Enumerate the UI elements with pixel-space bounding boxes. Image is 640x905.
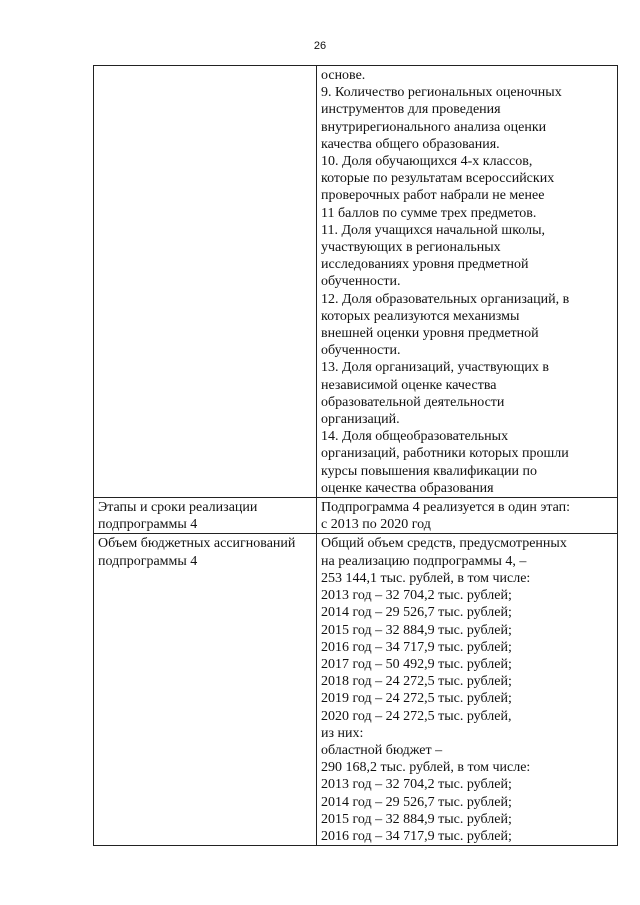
row-value-line: 2019 год – 24 272,5 тыс. рублей; <box>321 691 512 707</box>
row-value-line: 2014 год – 29 526,7 тыс. рублей; <box>321 605 512 621</box>
row-value-line: образовательной деятельности <box>321 394 505 410</box>
row-value-line: проверочных работ набрали не менее <box>321 188 545 204</box>
row-value-line: 2017 год – 50 492,9 тыс. рублей; <box>321 656 512 672</box>
row-value-line: 12. Доля образовательных организаций, в <box>321 291 570 307</box>
row-value-line: внешней оценки уровня предметной <box>321 326 539 342</box>
subprogram-passport-table <box>93 65 618 846</box>
row-value-line: Подпрограмма 4 реализуется в один этап: <box>321 500 571 516</box>
table-row <box>94 534 618 846</box>
row-value-line: организаций. <box>321 412 400 428</box>
row-value-line: основе. <box>321 68 366 83</box>
row-value-line: независимой оценке качества <box>321 377 497 393</box>
row-value-cell <box>317 498 618 534</box>
row-label-cell <box>94 498 317 534</box>
row-value-line: с 2013 по 2020 год <box>321 517 431 533</box>
row-value-line: 2013 год – 32 704,2 тыс. рублей; <box>321 588 512 604</box>
row-value-line: внутрирегионального анализа оценки <box>321 119 547 135</box>
table-row <box>94 66 618 498</box>
row-value-line: участвующих в региональных <box>321 240 501 256</box>
row-value-line: инструментов для проведения <box>321 102 501 118</box>
row-value-line: обученности. <box>321 343 401 359</box>
row-label-cell <box>94 66 317 498</box>
row-value-line: на реализацию подпрограммы 4, – <box>321 553 527 569</box>
row-value-line: областной бюджет – <box>321 742 443 758</box>
row-value-line: 2014 год – 29 526,7 тыс. рублей; <box>321 794 512 810</box>
row-value-line: 13. Доля организаций, участвующих в <box>321 360 550 376</box>
row-value-line: качества общего образования. <box>321 136 500 152</box>
row-value-line: 14. Доля общеобразовательных <box>321 429 509 445</box>
row-value-line: 2013 год – 32 704,2 тыс. рублей; <box>321 777 512 793</box>
row-value-line: из них: <box>321 725 364 741</box>
row-value-line: 9. Количество региональных оценочных <box>321 85 562 101</box>
row-label-line: Объем бюджетных ассигнований <box>98 536 296 552</box>
row-value-line: 253 144,1 тыс. рублей, в том числе: <box>321 570 531 586</box>
row-value-line: исследованиях уровня предметной <box>321 257 529 273</box>
row-value-cell <box>317 66 618 498</box>
page-number: 26 <box>313 40 327 52</box>
row-value-line: 2015 год – 32 884,9 тыс. рублей; <box>321 811 512 827</box>
row-value-line: 11. Доля учащихся начальной школы, <box>321 222 546 238</box>
row-value-line: 290 168,2 тыс. рублей, в том числе: <box>321 760 531 776</box>
row-label-line: подпрограммы 4 <box>98 517 198 533</box>
row-value-line: организаций, работники которых прошли <box>321 446 569 462</box>
row-value-line: 2020 год – 24 272,5 тыс. рублей, <box>321 708 512 724</box>
row-label-line: Этапы и сроки реализации <box>98 500 258 516</box>
row-value-line: оценке качества образования <box>321 480 494 496</box>
row-value-cell <box>317 534 618 846</box>
row-label-cell <box>94 534 317 846</box>
row-value-line: которые по результатам всероссийских <box>321 171 555 187</box>
row-value-line: Общий объем средств, предусмотренных <box>321 536 567 552</box>
row-value-line: 2018 год – 24 272,5 тыс. рублей; <box>321 674 512 690</box>
row-value-line: 2015 год – 32 884,9 тыс. рублей; <box>321 622 512 638</box>
row-value-line: 10. Доля обучающихся 4-х классов, <box>321 154 533 170</box>
row-value-line: обученности. <box>321 274 401 290</box>
row-value-line: 2016 год – 34 717,9 тыс. рублей; <box>321 639 512 655</box>
row-value-line: которых реализуются механизмы <box>321 308 520 324</box>
table-row <box>94 498 618 534</box>
row-value-line: 2016 год – 34 717,9 тыс. рублей; <box>321 828 512 844</box>
row-value-line: 11 баллов по сумме трех предметов. <box>321 205 537 221</box>
row-label-line: подпрограммы 4 <box>98 553 198 569</box>
row-value-line: курсы повышения квалификации по <box>321 463 538 479</box>
